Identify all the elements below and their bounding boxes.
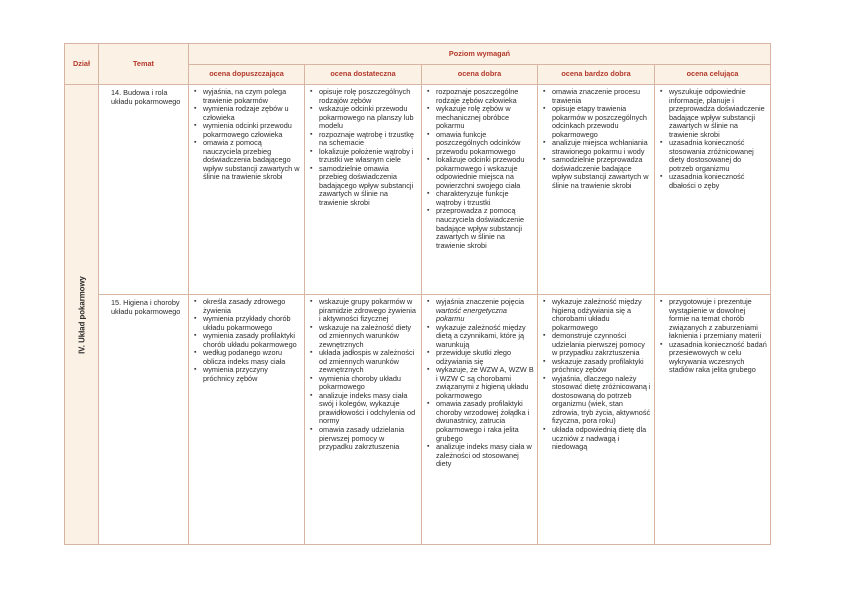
list-item bbox=[427, 298, 534, 324]
list-item bbox=[427, 88, 534, 105]
requirement-cell bbox=[655, 85, 771, 295]
list-item-text: wskazuje zasady profilaktyki próchnicy zębów bbox=[552, 356, 644, 375]
list-item bbox=[194, 315, 301, 332]
list-item bbox=[660, 88, 767, 139]
list-item bbox=[427, 366, 534, 400]
list-item bbox=[543, 156, 651, 190]
list-item bbox=[660, 298, 767, 341]
list-item bbox=[660, 139, 767, 173]
list-item-text: wykazuje zależność między higieną odżywiania się a chorobami układu pokarmowego bbox=[552, 297, 642, 332]
list-item-text: przewiduje skutki złego odżywiania się bbox=[436, 348, 512, 366]
list-item-text: analizuje indeks masy ciała w zależności od stosowanej diety bbox=[436, 442, 532, 469]
list-item bbox=[427, 156, 534, 190]
level-header: ocena dobra bbox=[422, 65, 538, 85]
list-item-text: wskazuje grupy pokarmów w piramidzie zdrowego żywienia i aktywności fizycznej bbox=[319, 297, 416, 324]
requirement-cell bbox=[189, 85, 305, 295]
list-item-text: omawia znaczenie procesu trawienia bbox=[552, 87, 641, 105]
list-item bbox=[194, 122, 301, 139]
list-item-text: opisuje etapy trawienia pokarmów w poszczególnych odcinkach przewodu pokarmowego bbox=[552, 104, 647, 139]
list-item-text: lokalizuje odcinki przewodu pokarmowego i wskazuje odpowiednie miejsca na powierzchni swojego ciała bbox=[436, 155, 525, 190]
list-item bbox=[310, 426, 418, 452]
requirement-cell bbox=[422, 295, 538, 545]
level-header: ocena bardzo dobra bbox=[538, 65, 655, 85]
dzial-header: Dział bbox=[65, 44, 99, 85]
list-item bbox=[660, 173, 767, 190]
list-item-text: wykazuje rolę zębów w mechanicznej obróbce pokarmu bbox=[436, 104, 511, 131]
list-item bbox=[543, 298, 651, 332]
list-item bbox=[543, 88, 651, 105]
list-item-text: charakteryzuje funkcje wątroby i trzustki bbox=[436, 189, 509, 207]
list-item bbox=[427, 207, 534, 250]
list-item-text: lokalizuje położenie wątroby i trzustki we własnym ciele bbox=[319, 146, 414, 165]
list-item-text: wymienia zasady profilaktyki chorób układu pokarmowego bbox=[203, 331, 297, 349]
list-item-text: opisuje rolę poszczególnych rodzajów zębów bbox=[319, 87, 411, 105]
list-item-text: rozpoznaje poszczególne rodzaje zębów człowieka bbox=[436, 87, 519, 105]
list-item-text: przeprowadza z pomocą nauczyciela doświadczenie badające wpływ substancji zawartych w ślinie na trawienie skrobi bbox=[436, 206, 525, 250]
list-item-text: wyjaśnia, dlaczego należy stosować dietę zróżnicowaną i dostosowaną do potrzeb organizmu (wiek, stan zdrowia, tryb życia, aktywność fizyczna, pora roku) bbox=[552, 373, 651, 426]
list-item bbox=[427, 131, 534, 157]
list-item-text: samodzielnie omawia przebieg doświadczenia badającego wpływ substancji zawartych w ślinie na trawienie skrobi bbox=[319, 163, 414, 207]
list-item bbox=[543, 139, 651, 156]
table-row bbox=[65, 295, 771, 545]
list-item-text: omawia z pomocą nauczyciela przebieg doświadczenia badającego wpływ substancji zawartych w ślinie na trawienie skrobi bbox=[203, 138, 300, 182]
list-item bbox=[660, 341, 767, 375]
list-item bbox=[194, 349, 301, 366]
requirement-cell bbox=[655, 295, 771, 545]
list-item bbox=[310, 165, 418, 208]
list-item-text: wskazuje na zależność diety od zmiennych warunków zewnętrznych bbox=[319, 322, 412, 349]
list-item-text: układa jadłospis w zależności od zmiennych warunków zewnętrznych bbox=[319, 348, 415, 375]
list-item bbox=[194, 298, 301, 315]
poziom-header: Poziom wymagań bbox=[189, 44, 771, 65]
requirement-cell bbox=[538, 295, 655, 545]
list-item bbox=[543, 426, 651, 452]
list-item bbox=[543, 332, 651, 358]
section-title: IV. Układ pokarmowy bbox=[76, 275, 86, 354]
list-item bbox=[427, 400, 534, 443]
list-item-text: wymienia choroby układu pokarmowego bbox=[319, 373, 401, 392]
list-item bbox=[310, 324, 418, 350]
list-item bbox=[194, 105, 301, 122]
section-cell bbox=[65, 85, 99, 545]
list-item bbox=[427, 324, 534, 350]
list-item-text: omawia funkcje poszczególnych odcinków przewodu pokarmowego bbox=[436, 129, 521, 156]
list-item-text: uzasadnia konieczność dbałości o zęby bbox=[669, 172, 745, 190]
list-item-text: omawia zasady udzielania pierwszej pomocy w przypadku zakrztuszenia bbox=[319, 424, 405, 452]
level-header: ocena dopuszczająca bbox=[189, 65, 305, 85]
header-row bbox=[65, 44, 771, 65]
list-item-text: według podanego wzoru oblicza indeks masy ciała bbox=[203, 348, 286, 366]
list-item-text: wymienia przyczyny próchnicy zębów bbox=[203, 365, 268, 383]
requirement-cell bbox=[305, 295, 422, 545]
list-item-text: analizuje miejsca wchłaniania strawionego pokarmu i wody bbox=[552, 138, 648, 156]
list-item-text: uzasadnia konieczność stosowania zróżnicowanej diety dostosowanej do potrzeb organizmu bbox=[669, 138, 754, 173]
list-item bbox=[543, 105, 651, 139]
list-item bbox=[427, 349, 534, 366]
requirement-cell bbox=[189, 295, 305, 545]
list-item bbox=[310, 88, 418, 105]
topic-cell: 14. Budowa i rola układu pokarmowego bbox=[99, 85, 189, 295]
list-item bbox=[194, 88, 301, 105]
list-item bbox=[310, 148, 418, 165]
list-item bbox=[543, 358, 651, 375]
list-item-text: wyjaśnia, na czym polega trawienie pokarmów bbox=[203, 87, 287, 105]
list-item-text: wykazuje, że WZW A, WZW B i WZW C są chorobami związanymi z higieną układu pokarmowego bbox=[436, 365, 534, 400]
list-item-text: wykazuje zależność między dietą a czynnikami, które ją warunkują bbox=[436, 322, 526, 349]
list-item-text: wskazuje odcinki przewodu pokarmowego na planszy lub modelu bbox=[319, 104, 414, 131]
list-item bbox=[310, 392, 418, 426]
list-item bbox=[194, 366, 301, 383]
table-row bbox=[65, 85, 771, 295]
temat-header: Temat bbox=[99, 44, 189, 85]
requirement-cell bbox=[305, 85, 422, 295]
list-item bbox=[427, 190, 534, 207]
list-item bbox=[310, 375, 418, 392]
list-item-text: analizuje indeks masy ciała swój i kolegów, wykazuje prawidłowości i odchylenia od normy bbox=[319, 390, 416, 426]
italic-term: wartość energetyczna pokarmu bbox=[436, 305, 507, 324]
list-item-text: omawia zasady profilaktyki choroby wrzodowej żołądka i dwunastnicy, zatrucia pokarmowego i raka jelita grubego bbox=[436, 399, 530, 443]
requirements-table bbox=[64, 43, 771, 545]
list-item bbox=[194, 139, 301, 182]
list-item-text: rozpoznaje wątrobę i trzustkę na schemacie bbox=[319, 129, 414, 148]
list-item bbox=[310, 131, 418, 148]
list-item bbox=[310, 349, 418, 375]
list-item-text: samodzielnie przeprowadza doświadczenie badające wpływ substancji zawartych w ślinie na trawienie skrobi bbox=[552, 155, 649, 190]
list-item bbox=[427, 443, 534, 469]
list-item-text: wymienia odcinki przewodu pokarmowego człowieka bbox=[203, 121, 292, 139]
list-item-text: wyjaśnia znaczenie pojęcia bbox=[436, 297, 525, 306]
level-header: ocena dostateczna bbox=[305, 65, 422, 85]
topic-cell: 15. Higiena i choroby układu pokarmowego bbox=[99, 295, 189, 545]
requirement-cell bbox=[538, 85, 655, 295]
list-item bbox=[310, 298, 418, 324]
list-item-text: układa odpowiednią dietę dla uczniów z nadwagą i niedowagą bbox=[552, 424, 647, 452]
list-item-text: przygotowuje i prezentuje wystąpienie w dowolnej formie na temat chorób związanych z zaburzeniami łaknienia i przemiany materii bbox=[669, 297, 762, 341]
requirement-cell bbox=[422, 85, 538, 295]
list-item bbox=[194, 332, 301, 349]
level-header: ocena celująca bbox=[655, 65, 771, 85]
list-item-text: wyszukuje odpowiednie informacje, planuje i przeprowadza doświadczenie badające wpływ substancji zawartych w ślinie na trawienie skrobi bbox=[669, 87, 765, 139]
list-item-text: uzasadnia konieczność badań przesiewowych w celu wykrywania wczesnych stadiów raka jelita grubego bbox=[669, 339, 767, 375]
list-item bbox=[310, 105, 418, 131]
list-item-text: demonstruje czynności udzielania pierwszej pomocy w przypadku zakrztuszenia bbox=[552, 331, 645, 358]
list-item-text: określa zasady zdrowego żywienia bbox=[203, 297, 286, 315]
list-item-text: wymienia przykłady chorób układu pokarmowego bbox=[203, 314, 291, 332]
list-item bbox=[543, 375, 651, 426]
list-item bbox=[427, 105, 534, 131]
list-item-text: wymienia rodzaje zębów u człowieka bbox=[203, 104, 289, 122]
